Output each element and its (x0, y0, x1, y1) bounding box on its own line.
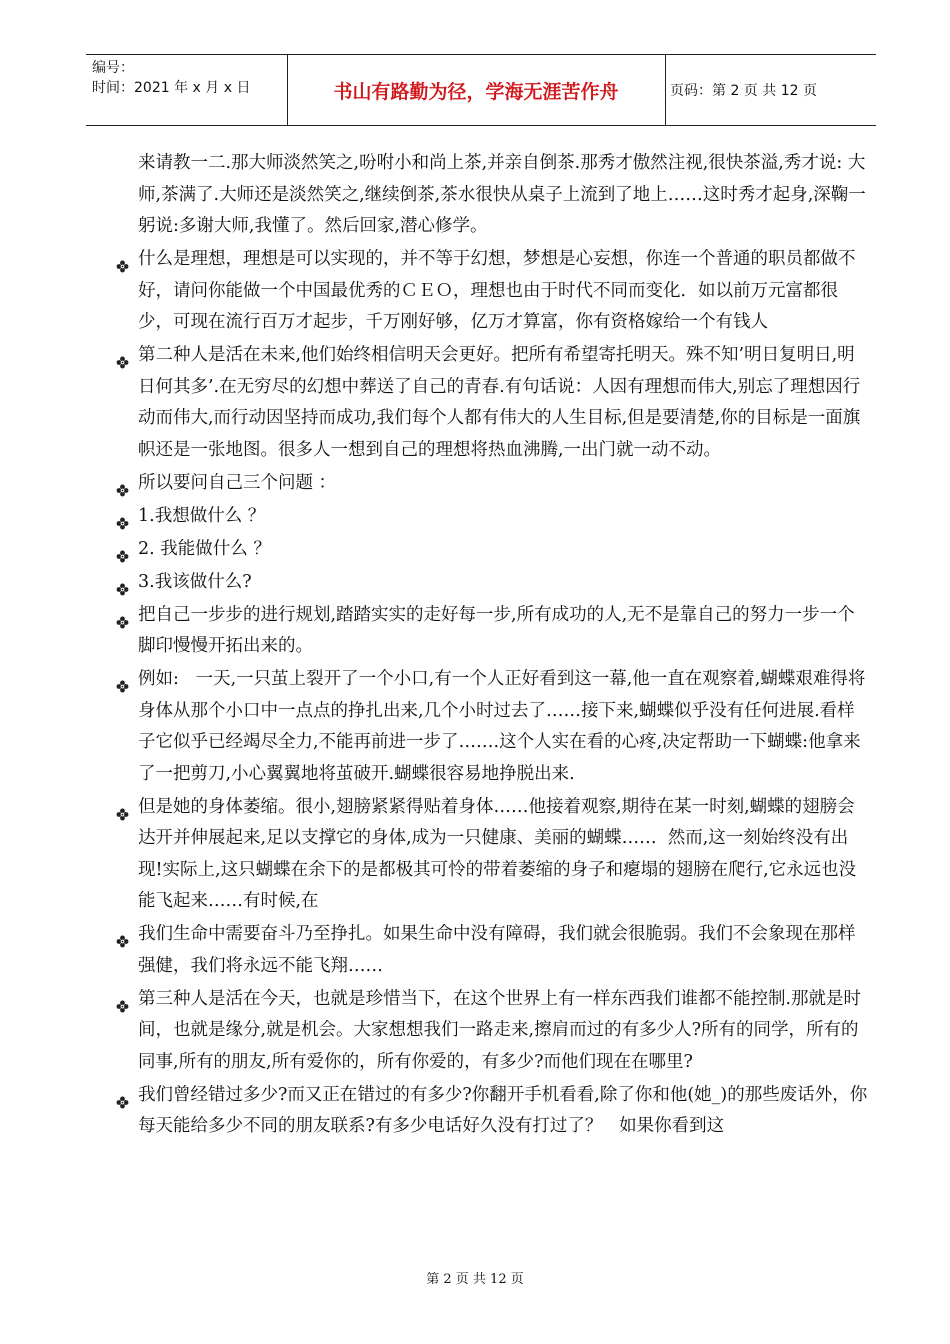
paragraph (112, 600, 868, 663)
paragraph-text: 但是她的身体萎缩。很小,翅膀紧紧得贴着身体……他接着观察,期待在某一时刻,蝴蝶的翅膀会达开并伸展起来,足以支撑它的身体,成为一只健康、美丽的蝴蝶…… 然而,这一刻始终没有出现!实际上,这只蝴蝶在余下的是都极其可怜的带着萎缩的身子和瘪塌的翅膀在爬行,它永远也没能飞起来……有时候,在 (138, 796, 857, 911)
paragraph (112, 792, 868, 918)
paragraph (112, 244, 868, 339)
paragraph-text: 什么是理想，理想是可以实现的，并不等于幻想，梦想是心妄想，你连一个普通的职员都做不好，请问你能做一个中国最优秀的ＣＥＯ，理想也由于时代不同而变化．如以前万元富都很少，可现在流行百万才起步，千万刚好够，亿万才算富，你有资格嫁给一个有钱人 (138, 249, 856, 332)
flower-bullet-icon (116, 349, 129, 362)
flower-bullet-icon (116, 543, 129, 556)
paragraph-text: 例如: 一天,一只茧上裂开了一个小口,有一个人正好看到这一幕,他一直在观察着,蝴蝶艰难得将身体从那个小口中一点点的挣扎出来,几个小时过去了……接下来,蝴蝶似乎没有任何进展.看样子它似乎已经竭尽全力,不能再前进一步了…….这个人实在看的心疼,决定帮助一下蝴蝶:他拿来了一把剪刀,小心翼翼地将茧破开.蝴蝶很容易地挣脱出来. (138, 669, 866, 784)
page-header (86, 54, 876, 126)
paragraph-text: 所以要问自己三个问题 ： (138, 472, 337, 493)
flower-bullet-icon (116, 801, 129, 814)
paragraph (112, 984, 868, 1079)
flower-bullet-icon (116, 253, 129, 266)
number-label: 编号： (92, 60, 134, 76)
paragraph-text: 2. 我能做什么 ？ (138, 538, 271, 559)
time-label: 时间：2021 年 x 月 x 日 (92, 80, 251, 96)
paragraph (112, 340, 868, 466)
paragraph (112, 468, 868, 500)
document-body (112, 148, 868, 1144)
flower-bullet-icon (116, 928, 129, 941)
header-motto: 书山有路勤为径，学海无涯苦作舟 (333, 80, 619, 103)
paragraph (112, 567, 868, 599)
header-divider (665, 55, 666, 125)
paragraph-text: 把自己一步步的进行规划,踏踏实实的走好每一步,所有成功的人,无不是靠自己的努力一步一个脚印慢慢开拓出来的。 (138, 604, 855, 656)
flower-bullet-icon (116, 576, 129, 589)
paragraph (112, 664, 868, 790)
flower-bullet-icon (116, 673, 129, 686)
paragraph (112, 919, 868, 982)
paragraph-text: 第二种人是活在未来,他们始终相信明天会更好。把所有希望寄托明天。殊不知’明日复明日,明日何其多’.在无穷尽的幻想中葬送了自己的青春.有句话说：人因有理想而伟大,别忘了理想因行动而伟大,而行动因坚持而成功,我们每个人都有伟大的人生目标,但是要清楚,你的目标是一面旗帜还是一张地图。很多人一想到自己的理想将热血沸腾,一出门就一动不动。 (138, 345, 861, 460)
paragraph-text: 我们生命中需要奋斗乃至挣扎。如果生命中没有障碍，我们就会很脆弱。我们不会象现在那样强健，我们将永远不能飞翔…… (138, 924, 856, 976)
flower-bullet-icon (116, 510, 129, 523)
paragraph (112, 148, 868, 243)
paragraph-text: 3.我该做什么? (138, 571, 252, 592)
flower-bullet-icon (116, 477, 129, 490)
paragraph-text: 我们曾经错过多少?而又正在错过的有多少?你翻开手机看看,除了你和他(她_)的那些废话外，你每天能给多少不同的朋友联系?有多少电话好久没有打过了？ 如果你看到这 (138, 1084, 868, 1136)
page-footer: 第 2 页 共 12 页 (426, 1272, 524, 1287)
paragraph-text: 第三种人是活在今天，也就是珍惜当下，在这个世界上有一样东西我们谁都不能控制.那就是时间，也就是缘分,就是机会。大家想想我们一路走来,擦肩而过的有多少人?所有的同学，所有的同事,所有的朋友,所有爱你的，所有你爱的，有多少?而他们现在在哪里? (138, 988, 862, 1072)
paragraph-text: 1.我想做什么 ？ (138, 505, 266, 526)
paragraph-text: 来请教一二.那大师淡然笑之,吩咐小和尚上茶,并亲自倒茶.那秀才傲然注视,很快茶溢,秀才说: 大师,茶满了.大师还是淡然笑之,继续倒茶,茶水很快从桌子上流到了地上……这时秀才起身,深鞠一躬说:多谢大师,我懂了。然后回家,潜心修学。 (138, 153, 866, 236)
paragraph (112, 1080, 868, 1143)
flower-bullet-icon (116, 1089, 129, 1102)
paragraph (112, 534, 868, 566)
header-page-label: 页码：第 2 页 共 12 页 (670, 83, 817, 99)
header-meta (92, 58, 288, 98)
flower-bullet-icon (116, 993, 129, 1006)
flower-bullet-icon (116, 609, 129, 622)
paragraph (112, 501, 868, 533)
